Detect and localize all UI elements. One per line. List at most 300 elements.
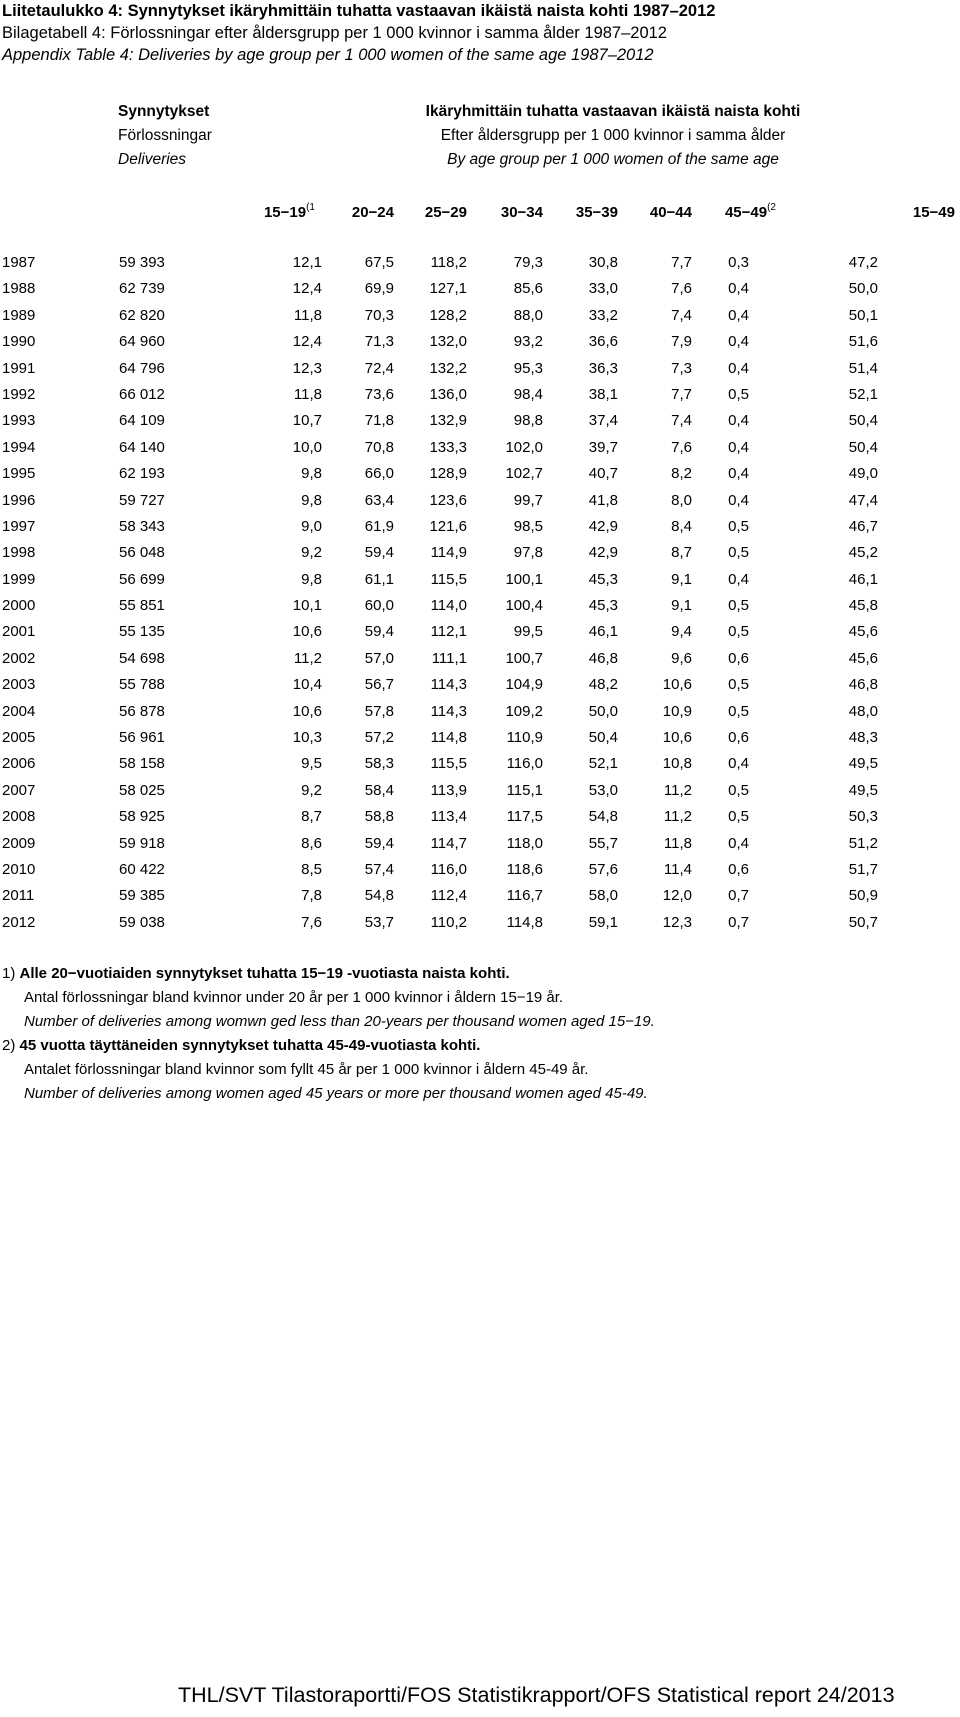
cell-rate: 58,8 (364, 808, 394, 826)
cell-rate: 10,8 (662, 755, 692, 773)
report-footer: THL/SVT Tilastoraportti/FOS Statistikrapport/OFS Statistical report 24/2013 (178, 1683, 895, 1707)
cell-rate: 128,2 (429, 306, 467, 324)
cell-rate: 127,1 (429, 280, 467, 298)
cell-rate: 118,6 (506, 860, 543, 878)
cell-rate: 50,7 (848, 913, 878, 931)
cell-rate: 50,4 (848, 438, 878, 456)
cell-rate: 0,6 (728, 860, 749, 878)
cell-rate: 51,7 (848, 860, 878, 878)
cell-rate: 36,3 (588, 359, 618, 377)
cell-rate: 102,7 (505, 465, 543, 483)
table-row (0, 913, 960, 939)
cell-rate: 99,7 (513, 491, 543, 509)
cell-rate: 85,6 (513, 280, 543, 298)
cell-rate: 49,5 (848, 781, 878, 799)
cell-year: 1992 (2, 385, 36, 403)
cell-rate: 136,0 (429, 385, 467, 403)
cell-deliveries: 64 109 (119, 412, 165, 430)
cell-rate: 11,8 (293, 306, 322, 324)
cell-rate: 57,8 (364, 702, 394, 720)
cell-rate: 0,6 (728, 649, 749, 667)
cell-deliveries: 59 038 (119, 913, 165, 931)
cell-rate: 54,8 (364, 887, 394, 905)
cell-deliveries: 59 727 (119, 491, 165, 509)
cell-rate: 59,4 (364, 544, 394, 562)
col-header-45-49: $45-49^{(2}$ (724, 202, 776, 221)
cell-rate: 128,9 (429, 465, 467, 483)
cell-rate: 67,5 (364, 254, 394, 271)
cell-rate: 0,5 (728, 702, 749, 720)
cell-rate: 9,8 (301, 491, 322, 509)
cell-rate: 10,1 (292, 597, 322, 615)
cell-rate: 11,4 (663, 860, 692, 878)
cell-rate: 73,6 (364, 385, 394, 403)
cell-rate: 79,3 (513, 254, 543, 271)
cell-rate: 118,2 (430, 254, 467, 271)
cell-rate: 48,3 (848, 729, 878, 747)
cell-rate: 98,4 (513, 385, 543, 403)
header-deliveries-sv: Förlossningar (118, 127, 212, 144)
cell-rate: 100,4 (505, 597, 543, 615)
cell-rate: 58,4 (364, 781, 394, 799)
footnotes (2, 962, 655, 1106)
cell-rate: 50,1 (848, 306, 878, 324)
cell-rate: 46,7 (848, 517, 878, 535)
cell-rate: 93,2 (513, 333, 543, 351)
header-deliveries-en: Deliveries (118, 151, 187, 168)
cell-rate: 8,4 (671, 517, 692, 535)
footnote-1-fi: 1) Alle 20−vuotiaiden synnytykset tuhatta 15−19 -vuotiasta naista kohti. (2, 965, 510, 982)
header-age-group (393, 100, 833, 172)
cell-rate: 49,0 (848, 465, 878, 483)
cell-rate: 40,7 (588, 465, 618, 483)
cell-year: 2010 (2, 860, 36, 878)
cell-year: 2002 (2, 649, 36, 667)
cell-rate: 9,4 (671, 623, 692, 641)
cell-year: 2009 (2, 834, 36, 852)
header-age-group-fi: Ikäryhmittäin tuhatta vastaavan ikäistä naista kohti (425, 103, 801, 120)
cell-rate: 0,4 (728, 333, 749, 351)
cell-rate: 0,3 (728, 254, 749, 271)
cell-rate: 88,0 (513, 306, 543, 324)
cell-year: 1994 (2, 438, 36, 456)
cell-rate: 0,5 (728, 623, 749, 641)
table-row (0, 385, 960, 411)
cell-rate: 99,5 (513, 623, 543, 641)
cell-rate: 7,6 (671, 438, 692, 456)
cell-rate: 9,6 (671, 649, 692, 667)
cell-rate: 9,5 (301, 755, 322, 773)
cell-rate: 9,8 (301, 570, 322, 588)
cell-rate: 114,8 (506, 913, 543, 931)
table-row (0, 332, 960, 358)
footnote-1-sv: Antal förlossningar bland kvinnor under 20 år per 1 000 kvinnor i åldern 15−19 år. (24, 989, 564, 1006)
cell-rate: 116,0 (430, 860, 467, 878)
table-row (0, 543, 960, 569)
cell-rate: 10,6 (292, 623, 322, 641)
cell-rate: 8,7 (671, 544, 692, 562)
cell-rate: 47,4 (848, 491, 878, 509)
cell-rate: 59,4 (364, 623, 394, 641)
cell-rate: 9,0 (301, 517, 322, 535)
cell-rate: 7,9 (671, 333, 692, 351)
cell-rate: 97,8 (513, 544, 543, 562)
cell-deliveries: 56 878 (119, 702, 165, 720)
table-row (0, 622, 960, 648)
cell-rate: 50,0 (848, 280, 878, 298)
table-titles (2, 0, 715, 66)
cell-year: 1991 (2, 359, 36, 377)
cell-rate: 8,7 (301, 808, 322, 826)
cell-rate: 12,0 (662, 887, 692, 905)
cell-rate: 10,6 (662, 729, 692, 747)
cell-rate: 33,2 (588, 306, 618, 324)
cell-deliveries: 55 851 (119, 597, 165, 615)
cell-rate: 0,4 (728, 438, 749, 456)
table-row (0, 834, 960, 860)
cell-rate: 52,1 (588, 755, 618, 773)
cell-rate: 0,4 (728, 359, 749, 377)
footnote-2-en: Number of deliveries among women aged 45 years or more per thousand women aged 45-49. (24, 1085, 648, 1102)
table-row (0, 253, 960, 279)
cell-rate: 123,6 (429, 491, 467, 509)
cell-rate: 10,6 (292, 702, 322, 720)
cell-deliveries: 56 699 (119, 570, 165, 588)
cell-rate: 63,4 (364, 491, 394, 509)
cell-year: 1997 (2, 517, 36, 535)
cell-rate: 51,2 (848, 834, 878, 852)
title-finnish: Liitetaulukko 4: Synnytykset ikäryhmittäin tuhatta vastaavan ikäistä naista kohti 1987–2012 (2, 2, 716, 20)
cell-rate: 12,3 (662, 913, 692, 931)
cell-rate: 58,3 (364, 755, 394, 773)
cell-year: 1995 (2, 465, 36, 483)
cell-year: 2006 (2, 755, 36, 773)
table-row (0, 886, 960, 912)
data-table (0, 253, 960, 939)
cell-rate: 114,0 (430, 597, 467, 615)
table-row (0, 807, 960, 833)
table-row (0, 675, 960, 701)
cell-rate: 112,4 (430, 887, 467, 905)
header-deliveries-fi: Synnytykset (118, 103, 210, 120)
cell-rate: 50,4 (588, 729, 618, 747)
cell-deliveries: 59 385 (119, 887, 165, 905)
cell-rate: 57,2 (364, 729, 394, 747)
cell-deliveries: 58 925 (119, 808, 165, 826)
cell-rate: 42,9 (588, 544, 618, 562)
cell-year: 2003 (2, 676, 36, 694)
header-age-group-en: By age group per 1 000 women of the same age (447, 151, 779, 168)
cell-year: 1989 (2, 306, 36, 324)
cell-rate: 46,1 (848, 570, 878, 588)
cell-rate: 0,4 (728, 465, 749, 483)
table-row (0, 359, 960, 385)
header-age-group-sv: Efter åldersgrupp per 1 000 kvinnor i samma ålder (440, 127, 786, 144)
cell-rate: 57,6 (588, 860, 618, 878)
cell-deliveries: 55 788 (119, 676, 165, 694)
cell-rate: 42,9 (588, 517, 618, 535)
header-deliveries (118, 100, 212, 172)
cell-rate: 104,9 (505, 676, 543, 694)
col-header-15-19: $15-19^{(1}$ (263, 202, 315, 221)
cell-rate: 7,7 (671, 254, 692, 271)
cell-rate: 48,2 (588, 676, 618, 694)
cell-rate: 45,3 (588, 570, 618, 588)
cell-rate: 50,0 (588, 702, 618, 720)
table-row (0, 570, 960, 596)
cell-rate: 59,1 (588, 913, 618, 931)
cell-rate: 11,2 (293, 649, 322, 667)
cell-deliveries: 64 796 (119, 359, 165, 377)
cell-rate: 11,8 (293, 385, 322, 403)
cell-rate: 60,0 (364, 597, 394, 615)
cell-deliveries: 62 739 (119, 280, 165, 298)
cell-rate: 57,4 (364, 860, 394, 878)
cell-rate: 45,6 (848, 649, 878, 667)
cell-rate: 45,3 (588, 597, 618, 615)
cell-rate: 12,1 (292, 254, 322, 271)
cell-rate: 33,0 (588, 280, 618, 298)
cell-rate: 50,9 (848, 887, 878, 905)
cell-rate: 7,6 (301, 913, 322, 931)
cell-year: 1988 (2, 280, 36, 298)
cell-deliveries: 66 012 (119, 385, 165, 403)
cell-deliveries: 64 140 (119, 438, 165, 456)
cell-rate: 36,6 (588, 333, 618, 351)
cell-rate: 133,3 (429, 438, 467, 456)
cell-rate: 10,9 (662, 702, 692, 720)
cell-rate: 50,4 (848, 412, 878, 430)
cell-rate: 7,7 (671, 385, 692, 403)
cell-rate: 0,4 (728, 280, 749, 298)
cell-rate: 8,6 (301, 834, 322, 852)
cell-rate: 41,8 (588, 491, 618, 509)
cell-rate: 115,5 (430, 570, 467, 588)
cell-deliveries: 56 961 (119, 729, 165, 747)
cell-rate: 7,4 (671, 306, 692, 324)
cell-deliveries: 60 422 (119, 860, 165, 878)
cell-rate: 7,4 (671, 412, 692, 430)
cell-rate: 57,0 (364, 649, 394, 667)
cell-rate: 0,4 (728, 491, 749, 509)
cell-rate: 132,2 (429, 359, 467, 377)
cell-deliveries: 58 025 (119, 781, 165, 799)
cell-rate: 98,8 (513, 412, 543, 430)
cell-rate: 0,7 (728, 913, 749, 931)
cell-rate: 10,7 (292, 412, 322, 430)
cell-rate: 114,8 (430, 729, 467, 747)
cell-rate: 113,9 (430, 781, 467, 799)
cell-rate: 115,1 (506, 781, 543, 799)
cell-rate: 71,3 (364, 333, 394, 351)
cell-rate: 10,6 (662, 676, 692, 694)
cell-year: 1993 (2, 412, 36, 430)
cell-rate: 11,2 (663, 808, 692, 826)
footnote-2-sv: Antalet förlossningar bland kvinnor som fyllt 45 år per 1 000 kvinnor i åldern 45-49 år. (24, 1061, 589, 1078)
cell-rate: 0,4 (728, 306, 749, 324)
cell-deliveries: 55 135 (119, 623, 165, 641)
cell-rate: 9,2 (301, 781, 322, 799)
table-row (0, 411, 960, 437)
col-header-15-49: 15−49 (912, 204, 955, 221)
cell-rate: 12,3 (292, 359, 322, 377)
cell-rate: 0,7 (728, 887, 749, 905)
cell-year: 1996 (2, 491, 36, 509)
cell-rate: 102,0 (505, 438, 543, 456)
cell-rate: 45,6 (848, 623, 878, 641)
cell-rate: 7,3 (671, 359, 692, 377)
cell-rate: 115,5 (430, 755, 467, 773)
cell-rate: 8,5 (301, 860, 322, 878)
cell-rate: 0,5 (728, 676, 749, 694)
cell-rate: 116,7 (506, 887, 543, 905)
cell-rate: 9,8 (301, 465, 322, 483)
table-row (0, 464, 960, 490)
table-row (0, 728, 960, 754)
title-english: Appendix Table 4: Deliveries by age group per 1 000 women of the same age 1987–2012 (2, 46, 654, 64)
cell-year: 1987 (2, 254, 36, 271)
cell-rate: 61,9 (364, 517, 394, 535)
cell-rate: 116,0 (506, 755, 543, 773)
cell-rate: 52,1 (848, 385, 878, 403)
cell-rate: 55,7 (588, 834, 618, 852)
cell-rate: 61,1 (364, 570, 394, 588)
cell-rate: 45,8 (848, 597, 878, 615)
cell-rate: 11,8 (663, 834, 692, 852)
table-row (0, 702, 960, 728)
cell-rate: 70,8 (364, 438, 394, 456)
cell-year: 2004 (2, 702, 36, 720)
col-header-35-39: 35−39 (575, 204, 618, 221)
cell-rate: 9,2 (301, 544, 322, 562)
cell-rate: 46,8 (848, 676, 878, 694)
cell-rate: 54,8 (588, 808, 618, 826)
cell-rate: 12,4 (292, 333, 322, 351)
cell-rate: 0,4 (728, 834, 749, 852)
cell-rate: 9,1 (671, 570, 692, 588)
cell-rate: 0,5 (728, 385, 749, 403)
table-row (0, 491, 960, 517)
cell-rate: 69,9 (364, 280, 394, 298)
cell-rate: 51,4 (848, 359, 878, 377)
col-header-20-24: 20−24 (351, 204, 394, 221)
cell-deliveries: 56 048 (119, 544, 165, 562)
cell-rate: 70,3 (364, 306, 394, 324)
cell-rate: 9,1 (671, 597, 692, 615)
cell-rate: 39,7 (588, 438, 618, 456)
cell-rate: 110,2 (430, 913, 467, 931)
cell-rate: 58,0 (588, 887, 618, 905)
cell-rate: 0,5 (728, 781, 749, 799)
cell-rate: 38,1 (588, 385, 618, 403)
cell-rate: 132,9 (429, 412, 467, 430)
cell-deliveries: 64 960 (119, 333, 165, 351)
cell-rate: 59,4 (364, 834, 394, 852)
cell-year: 2001 (2, 623, 36, 641)
table-row (0, 279, 960, 305)
cell-rate: 56,7 (364, 676, 394, 694)
cell-rate: 46,8 (588, 649, 618, 667)
footnote-2-fi: 2) 45 vuotta täyttäneiden synnytykset tuhatta 45-49-vuotiasta kohti. (2, 1037, 481, 1054)
cell-rate: 114,3 (430, 702, 467, 720)
cell-year: 2011 (2, 887, 35, 905)
cell-rate: 49,5 (848, 755, 878, 773)
title-swedish: Bilagetabell 4: Förlossningar efter åldersgrupp per 1 000 kvinnor i samma ålder 1987–2012 (2, 24, 667, 42)
cell-year: 1999 (2, 570, 36, 588)
cell-rate: 10,0 (292, 438, 322, 456)
cell-rate: 8,0 (671, 491, 692, 509)
cell-rate: 100,1 (505, 570, 543, 588)
cell-rate: 118,0 (506, 834, 543, 852)
cell-rate: 37,4 (588, 412, 618, 430)
cell-rate: 114,3 (430, 676, 467, 694)
cell-rate: 0,5 (728, 544, 749, 562)
table-row (0, 596, 960, 622)
cell-rate: 51,6 (848, 333, 878, 351)
col-header-30-34: 30−34 (500, 204, 543, 221)
cell-rate: 114,7 (430, 834, 467, 852)
cell-rate: 0,4 (728, 570, 749, 588)
cell-rate: 10,3 (292, 729, 322, 747)
cell-deliveries: 62 193 (119, 465, 165, 483)
cell-rate: 109,2 (505, 702, 543, 720)
cell-rate: 112,1 (430, 623, 467, 641)
cell-rate: 53,0 (588, 781, 618, 799)
table-row (0, 438, 960, 464)
cell-rate: 72,4 (364, 359, 394, 377)
cell-rate: 48,0 (848, 702, 878, 720)
cell-rate: 47,2 (848, 254, 878, 271)
cell-rate: 7,6 (671, 280, 692, 298)
cell-rate: 132,0 (429, 333, 467, 351)
cell-rate: 117,5 (506, 808, 543, 826)
cell-deliveries: 59 918 (119, 834, 165, 852)
table-row (0, 754, 960, 780)
cell-deliveries: 59 393 (119, 254, 165, 271)
cell-rate: 0,4 (728, 412, 749, 430)
cell-year: 1990 (2, 333, 36, 351)
cell-deliveries: 54 698 (119, 649, 165, 667)
cell-rate: 66,0 (364, 465, 394, 483)
cell-year: 2012 (2, 913, 36, 931)
cell-rate: 71,8 (364, 412, 394, 430)
cell-rate: 45,2 (848, 544, 878, 562)
cell-year: 2005 (2, 729, 36, 747)
cell-rate: 50,3 (848, 808, 878, 826)
cell-rate: 53,7 (364, 913, 394, 931)
cell-deliveries: 62 820 (119, 306, 165, 324)
cell-year: 2008 (2, 808, 36, 826)
col-header-40-44: 40−44 (649, 204, 692, 221)
cell-year: 2007 (2, 781, 36, 799)
cell-rate: 7,8 (301, 887, 322, 905)
table-row (0, 517, 960, 543)
cell-year: 1998 (2, 544, 36, 562)
table-row (0, 860, 960, 886)
cell-rate: 95,3 (513, 359, 543, 377)
cell-year: 2000 (2, 597, 36, 615)
cell-deliveries: 58 158 (119, 755, 165, 773)
cell-rate: 0,5 (728, 597, 749, 615)
cell-rate: 0,4 (728, 755, 749, 773)
cell-rate: 0,6 (728, 729, 749, 747)
cell-rate: 0,5 (728, 808, 749, 826)
cell-rate: 110,9 (506, 729, 543, 747)
table-row (0, 781, 960, 807)
cell-rate: 100,7 (505, 649, 543, 667)
cell-rate: 11,2 (663, 781, 692, 799)
cell-rate: 98,5 (513, 517, 543, 535)
